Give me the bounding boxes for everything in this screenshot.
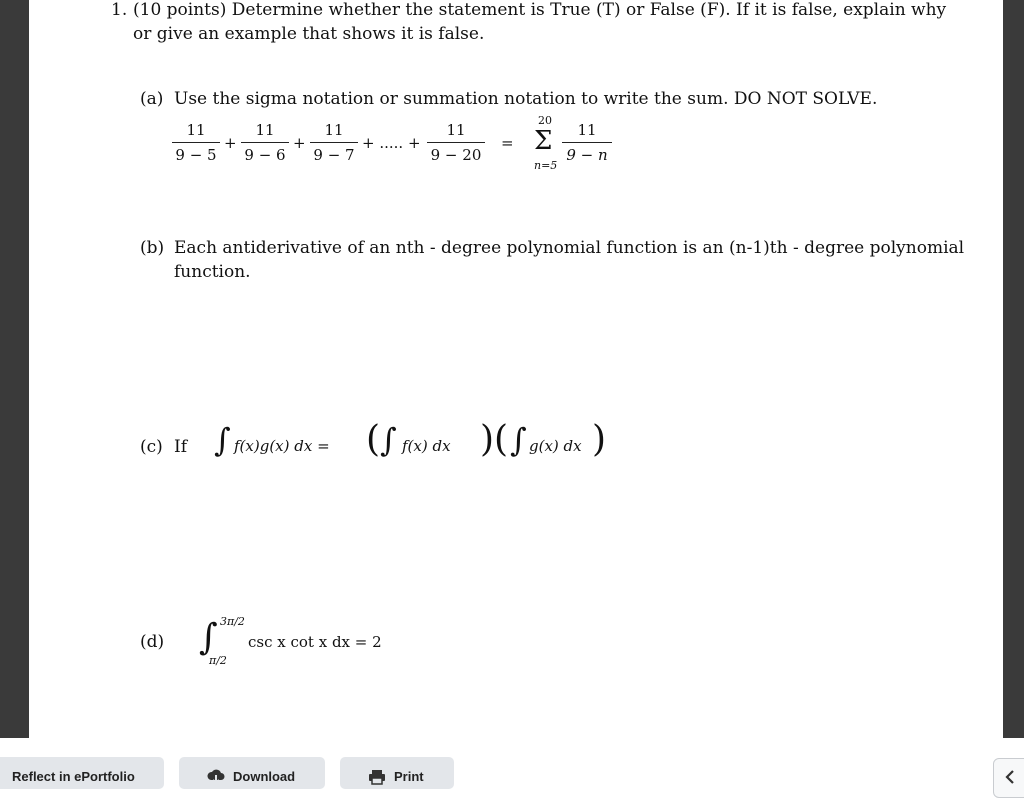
sum-denominator: 9 − n: [566, 146, 608, 164]
ellipsis-plus: + ..... +: [362, 134, 421, 152]
part-b-line-2: function.: [174, 262, 251, 282]
integrand-expression: csc x cot x dx = 2: [248, 633, 382, 651]
integral-upper-limit: 3π/2: [220, 615, 245, 628]
fraction-4: [427, 120, 485, 165]
equals-sign: =: [501, 134, 514, 152]
right-paren: ): [480, 419, 495, 460]
sum-fraction: [562, 120, 612, 165]
part-c-label: (c): [140, 437, 163, 457]
print-label: Print: [394, 769, 424, 784]
part-d-label: (d): [140, 632, 165, 652]
fraction-numerator: 11: [446, 121, 466, 139]
sum-numerator: 11: [577, 121, 597, 139]
fraction-denominator: 9 − 20: [430, 146, 482, 164]
part-a-label: (a): [140, 89, 164, 109]
chevron-left-icon: [1004, 769, 1016, 789]
integral-sign: ∫: [510, 421, 527, 459]
integral-sign: ∫: [380, 421, 397, 459]
right-viewer-margin: [1003, 0, 1024, 738]
part-a-text: Use the sigma notation or summation notation to write the sum. DO NOT SOLVE.: [174, 89, 878, 109]
part-c-if: If: [174, 437, 188, 457]
bottom-toolbar: [0, 738, 1024, 785]
question-line-2: or give an example that shows it is false.: [133, 24, 485, 44]
reflect-in-eportfolio-button[interactable]: [0, 757, 164, 789]
sigma-lower-limit: n=5: [534, 159, 558, 172]
print-button[interactable]: [340, 757, 454, 789]
integral-sign: ∫: [214, 421, 231, 459]
document-page: [29, 0, 1003, 738]
fraction-1: [172, 120, 220, 165]
download-button[interactable]: [179, 757, 325, 789]
left-paren: (: [366, 419, 381, 460]
plus-sign: +: [293, 134, 306, 152]
integral-lower-limit: π/2: [209, 654, 227, 667]
fraction-2: [241, 120, 289, 165]
fraction-numerator: 11: [255, 121, 275, 139]
integral-sign: ∫: [199, 617, 218, 658]
printer-icon: [368, 769, 394, 788]
right-paren: ): [592, 419, 607, 460]
fraction-denominator: 9 − 6: [244, 146, 286, 164]
fraction-denominator: 9 − 7: [313, 146, 355, 164]
fraction-numerator: 11: [186, 121, 206, 139]
plus-sign: +: [224, 134, 237, 152]
fraction-denominator: 9 − 5: [175, 146, 217, 164]
download-icon: [207, 769, 233, 788]
question-number: 1.: [111, 0, 128, 20]
collapse-panel-button[interactable]: [993, 758, 1024, 798]
fraction-numerator: 11: [324, 121, 344, 139]
sigma-symbol: Σ: [534, 126, 553, 156]
g-integrand: g(x) dx: [529, 437, 582, 455]
f-integrand: f(x) dx: [402, 437, 451, 455]
download-label: Download: [233, 769, 296, 784]
part-b-line-1: Each antiderivative of an nth - degree polynomial function is an (n-1)th - degree polynomial: [174, 238, 965, 258]
fraction-3: [310, 120, 358, 165]
sigma-upper-limit: 20: [538, 114, 552, 127]
lhs-expression: f(x)g(x) dx =: [234, 437, 330, 455]
question-line-1: (10 points) Determine whether the statement is True (T) or False (F). If it is false, explain why: [133, 0, 947, 20]
part-b-label: (b): [140, 238, 165, 258]
reflect-label: Reflect in ePortfolio: [12, 769, 135, 784]
left-viewer-margin: [0, 0, 29, 738]
left-paren: (: [494, 419, 509, 460]
